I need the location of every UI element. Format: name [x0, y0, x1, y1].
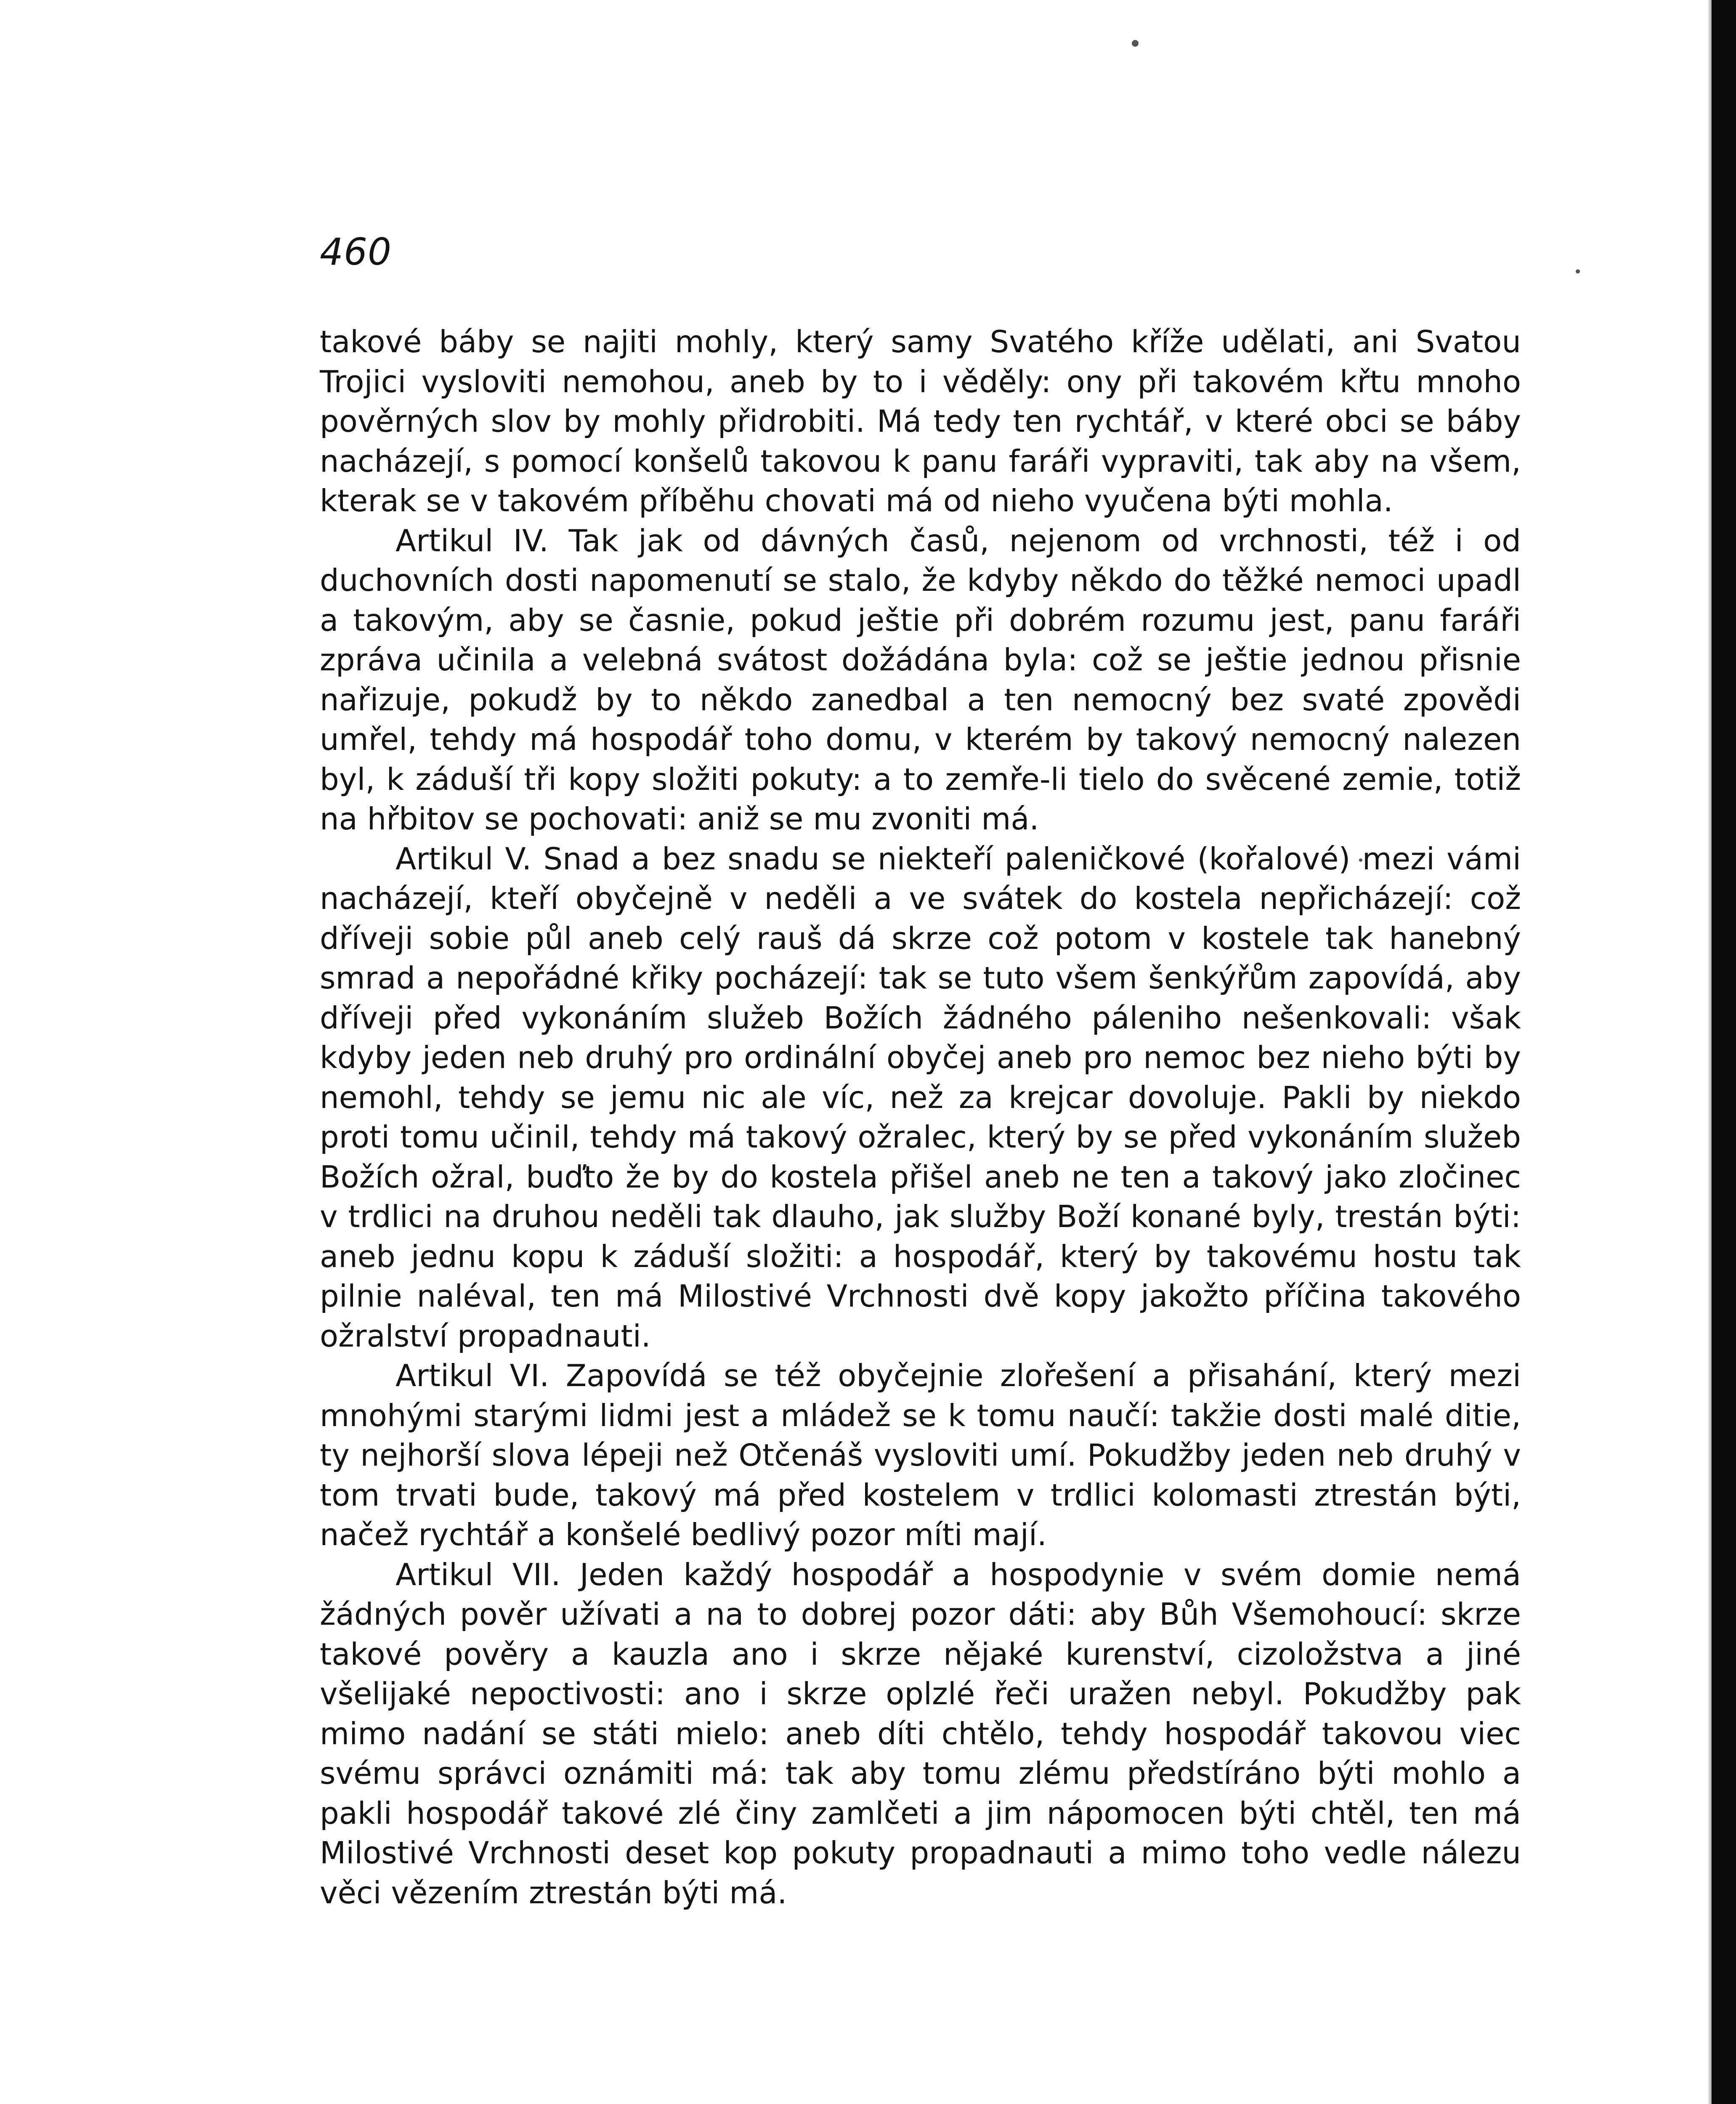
paragraph-artikul-v: Artikul V. Snad a bez snadu se niekteří paleničkové (kořalové) mezi vámi nacházejí, kteří obyčejně v neděli a ve svátek do kostela nepřicházejí: což dříveji sobie půl aneb celý rauš dá skrze což potom v kostele tak hanebný smrad a nepořádné křiky pocházejí: tak se tuto všem šenkýřům zapovídá, aby dříveji před vykonáním služeb Božích žádného páleniho nešenkovali: však kdyby jeden neb druhý pro ordinální obyčej aneb pro nemoc bez nieho býti by nemohl, tehdy se jemu nic ale víc, než za krejcar dovoluje. Pakli by niekdo proti tomu učinil, tehdy má takový ožralec, který by se před vykonáním služeb Božích ožral, buďto že by do kostela přišel aneb ne ten a takový jako zločinec v trdlici na druhou neděli tak dlauho, jak služby Boží konané byly, trestán býti: aneb jednu kopu k záduší složiti: a hospodář, který by takovému hostu tak pilnie naléval, ten má Milostivé Vrchnosti dvě kopy jakožto příčina takového ožralství propadnauti. [320, 841, 1521, 1354]
page-number: 460 [320, 230, 392, 274]
paragraph-intro: takové báby se najiti mohly, který samy Svatého kříže udělati, ani Svatou Trojici vysloviti nemohou, aneb by to i věděly: ony při takovém křtu mnoho pověrných slov by mohly přidrobiti. Má tedy ten rychtář, v které obci se báby nacházejí, s pomocí konšelů takovou k panu faráři vypraviti, tak aby na všem, kterak se v takovém příběhu chovati má od nieho vyučena býti mohla. [320, 324, 1521, 518]
paragraph-artikul-vii: Artikul VII. Jeden každý hospodář a hospodynie v svém domie nemá žádných pověr užívati a na to dobrej pozor dáti: aby Bůh Všemohoucí: skrze takové pověry a kauzla ano i skrze nějaké kurenství, cizoložstva a jiné všelijaké nepoctivosti: ano i skrze oplzlé řeči uražen nebyl. Pokudžby pak mimo nadání se státi mielo: aneb díti chtělo, tehdy hospodář takovou viec svému správci oznámiti má: tak aby tomu zlému předstíráno býti mohlo a pakli hospodář takové zlé činy zamlčeti a jim nápomocen býti chtěl, ten má Milostivé Vrchnosti deset kop pokuty propadnauti a mimo toho vedle nálezu věci vězením ztrestán býti má. [320, 1557, 1521, 1910]
body-text [320, 322, 1521, 1913]
paragraph-artikul-iv: Artikul IV. Tak jak od dávných časů, nejenom od vrchnosti, též i od duchovních dosti napomenutí se stalo, že kdyby někdo do těžké nemoci upadl a takovým, aby se časnie, pokud ještie při dobrém rozumu jest, panu faráři zpráva učinila a velebná svátost dožádána byla: což se ještie jednou přisnie nařizuje, pokudž by to někdo zanedbal a ten nemocný bez svaté zpovědi umřel, tehdy má hospodář toho domu, v kterém by takový nemocný nalezen byl, k záduší tři kopy složiti pokuty: a to zemře-li tielo do svěcené zemie, totiž na hřbitov se pochovati: aniž se mu zvoniti má. [320, 523, 1521, 837]
scan-speck [1132, 40, 1139, 47]
scan-speck [1576, 269, 1580, 274]
paragraph-artikul-vi: Artikul VI. Zapovídá se též obyčejnie zlořešení a přisahání, který mezi mnohými starými lidmi jest a mládež se k tomu naučí: takžie dosti malé ditie, ty nejhorší slova lépeji než Otčenáš vysloviti umí. Pokudžby jeden neb druhý v tom trvati bude, takový má před kostelem v trdlici kolomasti ztrestán býti, načež rychtář a konšelé bedlivý pozor míti mají. [320, 1358, 1521, 1552]
scan-edge-right [1712, 0, 1736, 2104]
